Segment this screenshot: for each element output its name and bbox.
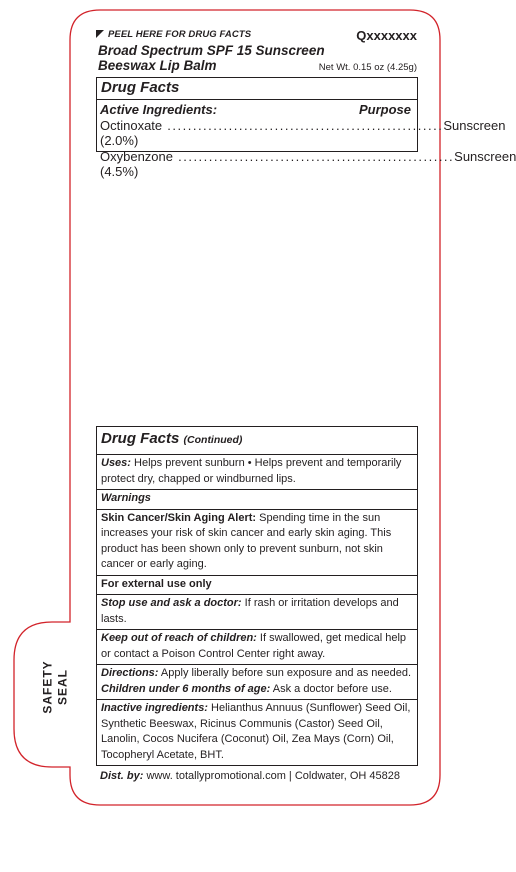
drug-facts-continued-panel	[96, 426, 418, 766]
purpose-label: Purpose	[358, 102, 411, 117]
continued-label: (Continued)	[183, 434, 243, 446]
stop-use-text: If rash or irritation develops and lasts.	[101, 597, 399, 625]
seal-line1: SAFETY	[41, 660, 55, 714]
leader-dots: ......................................................	[162, 117, 444, 133]
alert-text: Spending time in the sun increases your risk of skin cancer and early skin aging. This product has been shown only to prevent sunburn, not skin cancer or early aging.	[101, 511, 392, 570]
uses-label: Uses:	[101, 457, 131, 469]
stop-use-label: Stop use and ask a doctor:	[101, 597, 242, 609]
ingredient-name: Octinoxate (2.0%)	[100, 117, 163, 148]
skin-cancer-alert-section	[97, 510, 417, 576]
children-line	[101, 682, 413, 698]
peel-here-note[interactable]	[96, 29, 251, 40]
warnings-heading: Warnings	[97, 490, 417, 510]
leader-dots: ......................................................	[173, 148, 455, 164]
peel-corner-icon	[96, 30, 104, 38]
keep-out-section	[97, 630, 417, 665]
seal-line2: SEAL	[56, 669, 70, 706]
product-name-line1: Broad Spectrum SPF 15 Sunscreen	[98, 43, 325, 58]
active-ingredients-header	[97, 102, 417, 118]
keep-out-label: Keep out of reach of children:	[101, 632, 257, 644]
external-use-heading: For external use only	[97, 576, 417, 596]
ingredient-row	[97, 148, 516, 180]
product-code: Qxxxxxxx	[356, 28, 417, 43]
ingredient-purpose: Sunscreen	[443, 117, 506, 133]
safety-seal-tab[interactable]	[26, 660, 86, 714]
drug-facts-continued-title	[97, 427, 417, 455]
ingredient-row	[97, 117, 506, 149]
dist-text: www. totallypromotional.com | Coldwater, OH 45828	[146, 770, 400, 782]
active-ingredients-label: Active Ingredients:	[100, 102, 218, 117]
children-text: Ask a doctor before use.	[272, 682, 392, 695]
stop-use-section	[97, 595, 417, 630]
peel-text: PEEL HERE FOR DRUG FACTS	[108, 29, 252, 40]
dist-label: Dist. by:	[100, 770, 144, 782]
safety-seal-text	[41, 660, 71, 713]
directions-label: Directions:	[101, 667, 159, 679]
directions-text: Apply liberally before sun exposure and as needed.	[160, 667, 412, 679]
inactive-text: Helianthus Annuus (Sunflower) Seed Oil, Synthetic Beeswax, Ricinus Communis (Castor) Seed Oil, Lanolin, Cocos Nucifera (Coconut) Oil, Zea Mays (Corn) Oil, Tocopheryl Acetate, BHT.	[101, 702, 411, 761]
uses-section	[97, 455, 417, 490]
product-name-line2: Beeswax Lip Balm	[98, 58, 217, 73]
drug-facts-title: Drug Facts	[97, 78, 417, 100]
directions-line	[101, 666, 413, 682]
directions-section	[97, 665, 417, 700]
uses-text: Helps prevent sunburn • Helps prevent and temporarily protect dry, chapped or windburned lips.	[101, 457, 402, 485]
drug-facts-panel	[96, 77, 516, 179]
children-label: Children under 6 months of age:	[101, 682, 271, 695]
alert-label: Skin Cancer/Skin Aging Alert:	[101, 511, 257, 524]
distributor-line	[100, 770, 400, 782]
inactive-ingredients-section	[97, 700, 417, 765]
inactive-label: Inactive ingredients:	[101, 702, 208, 714]
keep-out-text: If swallowed, get medical help or contact a Poison Control Center right away.	[101, 632, 407, 660]
drug-facts-title: Drug Facts	[101, 430, 180, 447]
net-weight: Net Wt. 0.15 oz (4.25g)	[318, 62, 417, 73]
ingredient-purpose: Sunscreen	[454, 148, 516, 164]
ingredient-name: Oxybenzone (4.5%)	[100, 148, 173, 179]
